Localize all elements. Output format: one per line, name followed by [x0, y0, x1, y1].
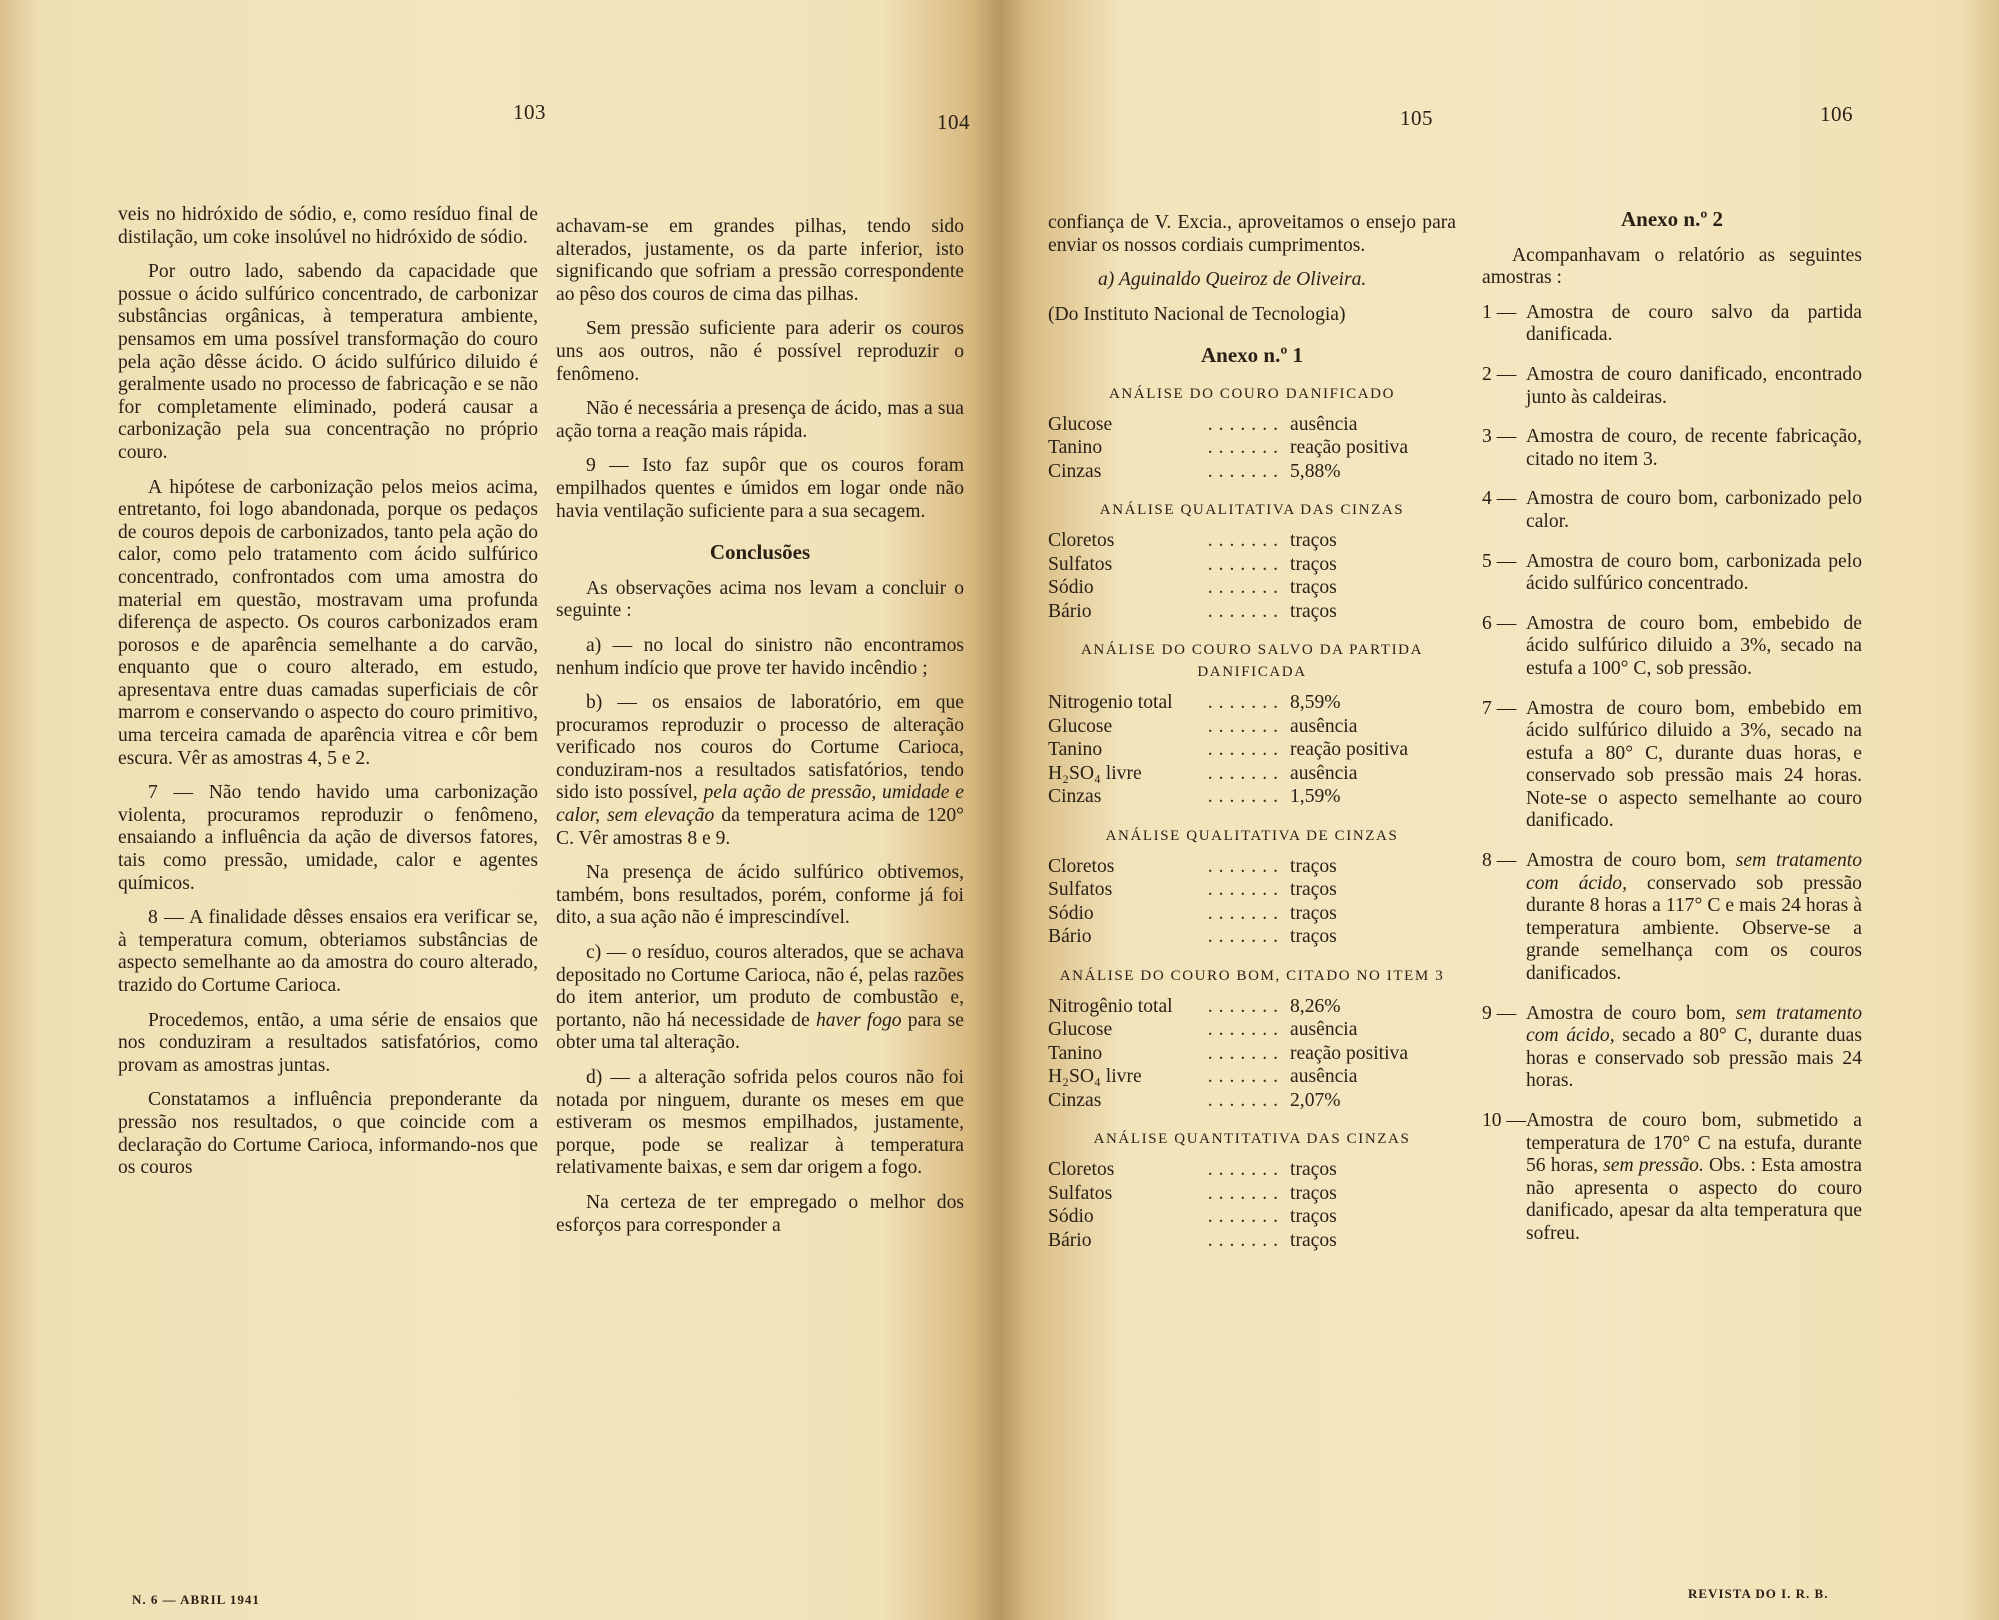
analysis-row — [1048, 1065, 1456, 1089]
sample-text: Amostra de couro bom, carbonizado pelo calor. — [1526, 488, 1862, 532]
analysis-label: Cloretos — [1048, 530, 1115, 552]
page-106-column — [1482, 208, 1862, 1263]
annex-2-title: Anexo n.º 2 — [1620, 207, 1724, 231]
analysis-row-label-cell — [1048, 878, 1290, 902]
analysis-row-label-cell — [1048, 715, 1290, 739]
analysis-row-label-cell — [1048, 1158, 1290, 1182]
analysis-row-label-cell — [1048, 1042, 1290, 1066]
dot-leader: ....... — [1207, 437, 1284, 459]
paragraph: Na certeza de ter empregado o melhor dos esforços para corresponder a — [556, 1191, 964, 1236]
paragraph: achavam-se em grandes pilhas, tendo sido alterados, justamente, os da parte inferior, isto significando que sofriam a pressão correspondente ao pêso dos couros de cima das pilhas. — [556, 216, 964, 305]
analysis-row — [1048, 1205, 1456, 1229]
analysis-row-label-cell — [1048, 691, 1290, 715]
sample-number: 1 — — [1482, 301, 1517, 323]
analysis-value: traços — [1290, 902, 1337, 924]
sample-text: Amostra de couro bom, embebido de ácido sulfúrico diluido a 3%, secado na estufa a 100° C, sob pressão. — [1526, 612, 1862, 679]
analysis-label: H₂SO₄ livre — [1048, 1066, 1142, 1088]
analysis-value: ausência — [1290, 1066, 1358, 1088]
paragraph: 9 — Isto faz supôr que os couros foram empilhados quentes e úmidos em logar onde não havia ventilação suficiente para a sua secagem. — [556, 455, 964, 522]
dot-leader: ....... — [1207, 739, 1284, 761]
analysis-table — [1048, 995, 1456, 1113]
sample-item — [1482, 302, 1862, 347]
analysis-value: traços — [1290, 926, 1337, 948]
paragraph: Por outro lado, sabendo da capacidade que possue o ácido sulfúrico concentrado, de carbonizar substâncias orgânicas, à temperatura ambiente, pensamos em uma possível transformação do couro pela ação dêsse ácido. O ácido sulfúrico diluido é geralmente usado no processo de fabricação e se não for completamente eliminado, poderá causar a carbonização pela sua concentração no próprio couro. — [118, 261, 538, 463]
analysis-row-label-cell — [1048, 1229, 1290, 1253]
analysis-row-label-cell — [1048, 600, 1290, 624]
analysis-label: Cinzas — [1048, 786, 1102, 808]
dot-leader: ....... — [1207, 460, 1284, 482]
analysis-row — [1048, 413, 1456, 437]
analysis-row — [1048, 436, 1456, 460]
sample-item — [1482, 551, 1862, 596]
analysis-row-label-cell — [1048, 553, 1290, 577]
analysis-label: Sulfatos — [1048, 553, 1113, 575]
sample-item — [1482, 698, 1862, 834]
analysis-row — [1048, 738, 1456, 762]
sample-text: Amostra de couro bom, carbonizada pelo ácido sulfúrico concentrado. — [1526, 550, 1862, 595]
institute-note: (Do Instituto Nacional de Tecnologia) — [1048, 303, 1346, 325]
sample-number: 5 — — [1482, 550, 1517, 572]
sample-text: Obs. : Esta amostra não apresenta o aspecto do couro danificado, apesar da alta temperatura que sofreu. — [1526, 1155, 1862, 1244]
dot-leader: ....... — [1207, 692, 1284, 714]
analysis-label: Sulfatos — [1048, 879, 1113, 901]
annex-1-title: Anexo n.º 1 — [1200, 343, 1304, 368]
analysis-label: Sódio — [1048, 1206, 1094, 1228]
dot-leader: ....... — [1207, 530, 1284, 552]
analysis-row — [1048, 1018, 1456, 1042]
analysis-row — [1048, 715, 1456, 739]
sample-text: Amostra de couro salvo da partida danificada. — [1526, 301, 1862, 346]
analysis-label: Sódio — [1048, 902, 1094, 924]
paragraph: As observações acima nos levam a concluir o seguinte : — [556, 577, 964, 622]
analysis-row-label-cell — [1048, 995, 1290, 1019]
emphasis: pela ação de pressão, umidade e calor, sem elevação — [556, 782, 964, 827]
sample-number: 7 — — [1482, 697, 1517, 719]
paragraph: a) — no local do sinistro não encontramos nenhum indício que prove ter havido incêndio ; — [556, 634, 964, 679]
paragraph: 7 — Não tendo havido uma carbonização violenta, procuramos reproduzir o fenômeno, ensaiando a influência da ação de diversos fatores, tais como pressão, umidade, calor e agentes químicos. — [118, 782, 538, 894]
analysis-row-label-cell — [1048, 1205, 1290, 1229]
paragraph: Constatamos a influência preponderante da pressão nos resultados, o que coincide com a declaração do Cortume Carioca, informando-nos que os couros — [118, 1089, 538, 1179]
sample-item — [1482, 1110, 1862, 1246]
sample-text: conservado sob pressão durante 8 horas a 117° C e mais 24 horas à temperatura ambiente. Observe-se a grande semelhança com os couros danificados. — [1526, 872, 1862, 985]
sample-item — [1482, 488, 1862, 533]
analysis-value: 8,59% — [1290, 692, 1341, 714]
dot-leader: ....... — [1207, 902, 1284, 924]
page-number-106: 106 — [1820, 102, 1853, 126]
paragraph: Sem pressão suficiente para aderir os couros uns aos outros, não é possível reproduzir o fenômeno. — [556, 318, 964, 385]
analysis-row-label-cell — [1048, 1089, 1290, 1113]
sample-number: 6 — — [1482, 612, 1517, 634]
analysis-row-label-cell — [1048, 902, 1290, 926]
sample-item — [1482, 613, 1862, 681]
analysis-value: traços — [1290, 1206, 1337, 1228]
dot-leader: ....... — [1207, 1206, 1284, 1228]
analysis-value: traços — [1290, 530, 1337, 552]
analysis-row — [1048, 1158, 1456, 1182]
analysis-row-label-cell — [1048, 529, 1290, 553]
text-run: b) — os ensaios de laboratório, em que procuramos reproduzir o processo de alteração verificado nos couros do Cortume Carioca, conduziram-nos a resultados satisfatórios, tendo sido isto possível, — [556, 692, 964, 804]
analysis-value: reação positiva — [1290, 1042, 1409, 1064]
dot-leader: ....... — [1207, 600, 1284, 622]
analysis-section-title: ANÁLISE QUALITATIVA DE CINZAS — [1105, 827, 1399, 844]
analysis-label: Cinzas — [1048, 460, 1102, 482]
analysis-section-title: ANÁLISE DO COURO SALVO DA PARTIDA DANIFICADA — [1080, 642, 1424, 681]
analysis-row — [1048, 762, 1456, 786]
dot-leader: ....... — [1207, 1019, 1284, 1041]
analysis-row-label-cell — [1048, 413, 1290, 437]
sample-item — [1482, 850, 1862, 986]
analysis-label: Glucose — [1048, 715, 1113, 737]
analysis-row — [1048, 995, 1456, 1019]
paragraph: 8 — A finalidade dêsses ensaios era verificar se, à temperatura comum, obteriamos substâncias de aspecto semelhante ao da amostra do couro alterado, trazido do Cortume Carioca. — [118, 907, 538, 996]
dot-leader: ....... — [1207, 926, 1284, 948]
sample-number: 9 — — [1482, 1002, 1517, 1024]
paragraph: veis no hidróxido de sódio, e, como resíduo final de distilação, um coke insolúvel no hidróxido de sódio. — [118, 204, 538, 248]
analysis-section-title: ANÁLISE QUALITATIVA DAS CINZAS — [1099, 502, 1405, 519]
dot-leader: ....... — [1207, 762, 1284, 784]
sample-item — [1482, 426, 1862, 471]
dot-leader: ....... — [1207, 1182, 1284, 1204]
analysis-value: traços — [1290, 1229, 1337, 1251]
dot-leader: ....... — [1207, 553, 1284, 575]
analysis-row — [1048, 529, 1456, 553]
dot-leader: ....... — [1207, 413, 1284, 435]
analysis-row — [1048, 553, 1456, 577]
sample-text: secado a 80° C, durante duas horas e conservado sob pressão mais 24 horas. — [1526, 1025, 1862, 1092]
analysis-row-label-cell — [1048, 738, 1290, 762]
analysis-label: Glucose — [1048, 1019, 1113, 1041]
analysis-value: 1,59% — [1290, 786, 1341, 808]
sample-emphasis: sem pressão. — [1603, 1155, 1704, 1177]
emphasis: haver fogo — [815, 1009, 902, 1031]
dot-leader: ....... — [1207, 786, 1284, 808]
analysis-value: traços — [1290, 879, 1337, 901]
sample-text: Amostra de couro bom, embebido em ácido sulfúrico diluido a 3%, secado na estufa a 80° C, durante duas horas, e conservado sob pressão mais 24 horas. Note-se o aspecto semelhante ao couro danificado. — [1526, 697, 1862, 832]
analysis-row — [1048, 785, 1456, 809]
analysis-label: Glucose — [1048, 413, 1113, 435]
analysis-value: reação positiva — [1290, 437, 1409, 459]
analysis-table — [1048, 691, 1456, 809]
dot-leader: ....... — [1207, 1159, 1284, 1181]
page-103-column — [118, 204, 538, 1192]
analysis-value: ausência — [1290, 762, 1358, 784]
sample-emphasis: sem tratamento com ácido, — [1526, 850, 1862, 894]
analysis-row-label-cell — [1048, 1018, 1290, 1042]
analysis-row — [1048, 878, 1456, 902]
text-run: c) — o resíduo, couros alterados, que se achava depositado no Cortume Carioca, não é, pelas razões do item anterior, um produto de combustão e, portanto, não há necessidade de — [556, 942, 964, 1031]
analysis-table — [1048, 1158, 1456, 1252]
analysis-value: traços — [1290, 553, 1337, 575]
analysis-row — [1048, 1229, 1456, 1253]
page-number-105: 105 — [1400, 106, 1433, 130]
paragraph — [556, 942, 964, 1055]
analysis-label: Bário — [1048, 1229, 1092, 1251]
footer-left: N. 6 — ABRIL 1941 — [132, 1592, 260, 1607]
analysis-section-title: ANÁLISE QUANTITATIVA DAS CINZAS — [1093, 1131, 1411, 1148]
analysis-row-label-cell — [1048, 576, 1290, 600]
paragraph: A hipótese de carbonização pelos meios acima, entretanto, foi logo abandonada, porque os pedaços de couros depois de carbonizados, tanto pela ação do calor, como pelo tratamento com ácido sulfúrico concentrado, confrontados com uma amostra do material em questão, mostravam uma profunda diferença de aspecto. Os couros carbonizados eram porosos e de aparência semelhante a do carvão, enquanto que o couro alterado, em estudo, apresentava entre duas camadas superficiais de côr marrom e conservando o aspecto do couro primitivo, uma terceira camada de aparência vitrea e côr bem escura. Vêr as amostras 4, 5 e 2. — [118, 476, 538, 769]
dot-leader: ....... — [1207, 995, 1284, 1017]
paragraph: Procedemos, então, a uma série de ensaios que nos conduziram a resultados satisfatórios, como provam as amostras juntas. — [118, 1009, 538, 1076]
paragraph: d) — a alteração sofrida pelos couros não foi notada por ninguem, durante os meses em que estiveram os mesmos empilhados, justamente, porque, pode se realizar à temperatura relativamente baixas, e sem dar origem a fogo. — [556, 1067, 964, 1179]
dot-leader: ....... — [1207, 1042, 1284, 1064]
text-run: da temperatura acima de 120° C. Vêr amostras 8 e 9. — [556, 805, 965, 849]
analysis-value: traços — [1290, 600, 1337, 622]
paragraph: Acompanhavam o relatório as seguintes amostras : — [1482, 244, 1862, 289]
paragraph: Não é necessária a presença de ácido, mas a sua ação torna a reação mais rápida. — [556, 398, 964, 442]
page-number-103: 103 — [513, 100, 546, 124]
sample-text: Amostra de couro bom, — [1526, 1002, 1726, 1024]
page-number-104: 104 — [937, 110, 970, 134]
analysis-label: Bário — [1048, 600, 1092, 622]
analysis-value: ausência — [1290, 715, 1358, 737]
analysis-value: 8,26% — [1290, 995, 1341, 1017]
analysis-label: Cloretos — [1048, 855, 1115, 877]
analysis-row-label-cell — [1048, 1182, 1290, 1206]
sample-text: Amostra de couro bom, — [1526, 850, 1726, 872]
analysis-row — [1048, 925, 1456, 949]
page-105-column — [1048, 212, 1456, 1262]
dot-leader: ....... — [1207, 577, 1284, 599]
dot-leader: ....... — [1207, 1229, 1284, 1251]
analysis-label: Tanino — [1048, 437, 1103, 459]
analysis-row-label-cell — [1048, 1065, 1290, 1089]
analysis-table — [1048, 413, 1456, 484]
dot-leader: ....... — [1207, 715, 1284, 737]
analysis-value: traços — [1290, 1159, 1337, 1181]
analysis-row-label-cell — [1048, 762, 1290, 786]
sample-number: 8 — — [1482, 850, 1517, 872]
analysis-value: traços — [1290, 1182, 1337, 1204]
analysis-row-label-cell — [1048, 925, 1290, 949]
analysis-table — [1048, 855, 1456, 949]
page-104-column — [556, 216, 964, 1249]
analysis-label: Nitrogênio total — [1048, 995, 1173, 1017]
analysis-section-title: ANÁLISE DO COURO BOM, CITADO NO ITEM 3 — [1059, 967, 1445, 984]
analysis-row — [1048, 460, 1456, 484]
analysis-value: ausência — [1290, 413, 1358, 435]
analysis-label: Cloretos — [1048, 1159, 1115, 1181]
sample-number: 4 — — [1482, 488, 1517, 510]
analysis-label: Cinzas — [1048, 1089, 1102, 1111]
text-run: para se obter uma tal alteração. — [556, 1009, 964, 1054]
sample-number: 10 — — [1482, 1110, 1527, 1131]
sample-text: Amostra de couro, de recente fabricação, citado no item 3. — [1526, 426, 1862, 470]
analysis-row — [1048, 1089, 1456, 1113]
dot-leader: ....... — [1207, 1066, 1284, 1088]
analysis-row — [1048, 691, 1456, 715]
section-heading: Conclusões — [709, 540, 811, 565]
analysis-row — [1048, 1182, 1456, 1206]
analysis-row — [1048, 855, 1456, 879]
dot-leader: ....... — [1207, 1089, 1284, 1111]
analysis-row-label-cell — [1048, 855, 1290, 879]
analysis-value: 2,07% — [1290, 1089, 1341, 1111]
dot-leader: ....... — [1207, 879, 1284, 901]
analysis-value: reação positiva — [1290, 739, 1409, 761]
sample-item — [1482, 364, 1862, 409]
sample-emphasis: sem tratamento com ácido, — [1526, 1002, 1862, 1047]
analysis-label: Tanino — [1048, 739, 1103, 761]
analysis-row — [1048, 902, 1456, 926]
sample-text: Amostra de couro bom, submetido a temperatura de 170° C na estufa, durante 56 horas, — [1526, 1110, 1862, 1177]
analysis-row — [1048, 576, 1456, 600]
analysis-label: Sódio — [1048, 577, 1094, 599]
paragraph — [556, 692, 964, 850]
paragraph: Na presença de ácido sulfúrico obtivemos, também, bons resultados, porém, conforme já foi dito, a sua ação não é imprescindível. — [556, 862, 964, 929]
sample-number: 3 — — [1482, 426, 1517, 448]
analysis-label: Nitrogenio total — [1048, 692, 1173, 714]
sample-list — [1482, 302, 1862, 1246]
analysis-value: traços — [1290, 855, 1337, 877]
analysis-value: 5,88% — [1290, 460, 1341, 482]
footer-right: REVISTA DO I. R. B. — [1688, 1586, 1829, 1601]
analysis-label: Bário — [1048, 926, 1092, 948]
dot-leader: ....... — [1207, 855, 1284, 877]
analysis-label: Sulfatos — [1048, 1182, 1113, 1204]
sample-text: Amostra de couro danificado, encontrado junto às caldeiras. — [1526, 363, 1862, 408]
analysis-row — [1048, 600, 1456, 624]
sample-number: 2 — — [1482, 363, 1517, 385]
analysis-row-label-cell — [1048, 436, 1290, 460]
analysis-value: ausência — [1290, 1019, 1358, 1041]
analysis-table — [1048, 529, 1456, 623]
paragraph: confiança de V. Excia., aproveitamos o ensejo para enviar os nossos cordiais cumprimentos. — [1048, 212, 1456, 256]
analysis-section-title: ANÁLISE DO COURO DANIFICADO — [1108, 385, 1396, 402]
analysis-value: traços — [1290, 577, 1337, 599]
analysis-label: H₂SO₄ livre — [1048, 762, 1142, 784]
analysis-row-label-cell — [1048, 785, 1290, 809]
signature: a) Aguinaldo Queiroz de Oliveira. — [1098, 269, 1367, 291]
sample-item — [1482, 1003, 1862, 1093]
annex-1-tables — [1048, 383, 1456, 1253]
analysis-row — [1048, 1042, 1456, 1066]
analysis-row-label-cell — [1048, 460, 1290, 484]
analysis-label: Tanino — [1048, 1042, 1103, 1064]
